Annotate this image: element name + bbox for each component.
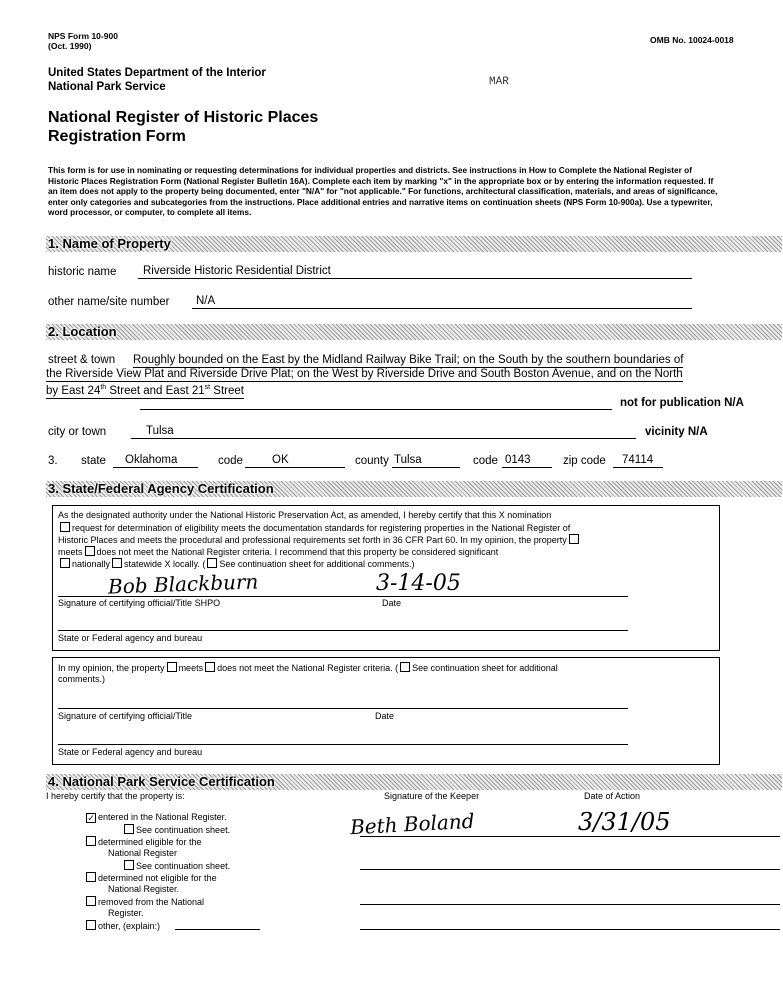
service: National Park Service <box>48 81 166 93</box>
county-label: county <box>355 455 389 467</box>
received-stamp: MAR <box>489 76 509 88</box>
eligible-continuation-checkbox[interactable] <box>124 860 134 870</box>
county-code-value[interactable]: 0143 <box>505 454 531 466</box>
opinion-signature-label: Signature of certifying official/Title <box>58 711 193 721</box>
state-label: state <box>81 455 106 467</box>
agency2-line <box>58 744 628 745</box>
omb-number: OMB No. 10024-0018 <box>650 35 734 45</box>
section-3-heading: 3. State/Federal Agency Certification <box>46 481 782 497</box>
not-eligible-checkbox[interactable] <box>86 872 96 882</box>
county-line <box>392 467 460 468</box>
option-not-eligible-line2: National Register. <box>108 884 180 894</box>
other-explain-line <box>175 929 260 930</box>
street-extra-line <box>140 409 612 410</box>
state-code-line <box>245 467 345 468</box>
state-line <box>113 467 198 468</box>
shpo-date-label: Date <box>382 598 402 608</box>
option-eligible-line2: National Register <box>108 848 178 858</box>
state-code-value[interactable]: OK <box>272 454 289 466</box>
shpo-signature-line <box>58 596 628 597</box>
shpo-signature-label: Signature of certifying official/Title SHPO <box>58 598 221 608</box>
entered-checkbox[interactable]: ✓ <box>87 813 95 823</box>
opinion-signature-line <box>58 708 628 709</box>
historic-name-label: historic name <box>48 266 117 278</box>
other-checkbox[interactable] <box>86 920 96 930</box>
state-value[interactable]: Oklahoma <box>125 454 178 466</box>
form-date: (Oct. 1990) <box>48 41 92 51</box>
section-1-heading: 1. Name of Property <box>46 236 782 252</box>
other-name-label: other name/site number <box>48 296 170 308</box>
opinion-does-not-meet-checkbox[interactable] <box>205 662 215 672</box>
agency-line <box>58 630 628 631</box>
county-code-label: code <box>473 455 498 467</box>
continuation-checkbox[interactable] <box>207 558 217 568</box>
shpo-date-signed: 3-14-05 <box>376 571 461 596</box>
cert-line-5: nationally statewide X locally. ( See continuation sheet for additional comments.) <box>58 558 415 571</box>
city-label: city or town <box>48 426 107 438</box>
section-2-heading: 2. Location <box>46 324 782 340</box>
item-number-3: 3. <box>48 455 58 467</box>
keeper-line-4 <box>360 929 780 930</box>
instructions-paragraph: This form is for use in nominating or requesting determinations for individual properties and districts. See instructions in How to Complete the National Register of Historic Places Registration Form (National Register Bulletin 16A). Complete each item by marking "x" in the appropriate box or by entering the information requested. If an item does not apply to the property being documented, enter "N/A" for "not applicable." For functions, architectural classification, materials, and areas of significance, enter only categories and subcategories from the instructions. Place additional entries and narrative items on continuation sheets (NPS Form 10-900a). Use a typewriter, word processor, or computer, to complete all items. <box>48 165 718 217</box>
option-entered-sub: See continuation sheet. <box>122 824 230 837</box>
meets-checkbox[interactable] <box>569 534 579 544</box>
department: United States Department of the Interior <box>48 67 266 79</box>
form-number: NPS Form 10-900 <box>48 31 118 41</box>
keeper-line-1 <box>360 836 780 837</box>
street-line-2[interactable]: the Riverside View Plat and Riverside Drive Plat; on the West by Riverside Drive and South Boston Avenue, and on the North <box>46 368 683 380</box>
keeper-label: Signature of the Keeper <box>384 791 480 801</box>
cert-line-2: request for determination of eligibility meets the documentation standards for registering properties in the National Register of <box>58 522 570 535</box>
opinion-meets-checkbox[interactable] <box>167 662 177 672</box>
historic-name-value[interactable]: Riverside Historic Residential District <box>143 265 331 277</box>
cert-line-3: Historic Places and meets the procedural and professional requirements set forth in 36 CFR Part 60. In my opinion, the property <box>58 534 581 547</box>
section-4-heading: 4. National Park Service Certification <box>46 774 782 790</box>
option-removed: removed from the National <box>84 896 204 909</box>
agency2-label: State or Federal agency and bureau <box>58 747 203 757</box>
certify-statement: I hereby certify that the property is: <box>46 791 185 801</box>
option-entered: ✓ entered in the National Register. <box>87 812 227 823</box>
option-other: other, (explain:) <box>84 920 160 933</box>
statewide-checkbox[interactable] <box>112 558 122 568</box>
other-name-value[interactable]: N/A <box>196 295 216 307</box>
date-of-action-label: Date of Action <box>584 791 641 801</box>
street-line-1[interactable]: Roughly bounded on the East by the Midland Railway Bike Trail; on the South by the southern boundaries of <box>133 354 684 366</box>
cert-line-1: As the designated authority under the National Historic Preservation Act, as amended, I hereby certify that this X nomination <box>58 510 552 520</box>
keeper-line-2 <box>360 869 780 870</box>
option-removed-line2: Register. <box>108 908 144 918</box>
county-value[interactable]: Tulsa <box>394 454 422 466</box>
action-date: 3/31/05 <box>578 808 671 836</box>
zip-value[interactable]: 74114 <box>622 454 654 466</box>
city-value[interactable]: Tulsa <box>146 425 174 437</box>
option-eligible-sub: See continuation sheet. <box>122 860 230 873</box>
opinion-continuation-checkbox[interactable] <box>400 662 410 672</box>
form-title-line2: Registration Form <box>48 128 186 145</box>
eligible-checkbox[interactable] <box>86 836 96 846</box>
county-code-line <box>502 467 552 468</box>
city-line <box>131 438 636 439</box>
street-line-3[interactable]: by East 24th Street and East 21st Street <box>46 381 244 399</box>
opinion-line-1: In my opinion, the property meets does not meet the National Register criteria. ( See continuation sheet for additional <box>58 663 558 673</box>
other-name-line <box>192 308 692 309</box>
cert-line-4: meets does not meet the National Register criteria. I recommend that this property be considered significant <box>58 547 499 557</box>
zip-label: zip code <box>563 455 606 467</box>
not-for-publication: not for publication N/A <box>620 397 744 409</box>
keeper-signature: Beth Boland <box>349 808 476 840</box>
does-not-meet-checkbox[interactable] <box>85 546 95 556</box>
option-eligible: determined eligible for the <box>84 836 202 849</box>
vicinity: vicinity N/A <box>645 426 708 438</box>
street-label: street & town <box>48 354 116 366</box>
shpo-signature: Bob Blackburn <box>107 569 259 599</box>
form-title-line1: National Register of Historic Places <box>48 109 319 126</box>
nationally-checkbox[interactable] <box>60 558 70 568</box>
historic-name-line <box>138 278 692 279</box>
option-not-eligible: determined not eligible for the <box>84 872 217 885</box>
keeper-line-3 <box>360 904 780 905</box>
removed-checkbox[interactable] <box>86 896 96 906</box>
state-code-label: code <box>218 455 243 467</box>
request-checkbox[interactable] <box>60 522 70 532</box>
entered-continuation-checkbox[interactable] <box>124 824 134 834</box>
agency-label: State or Federal agency and bureau <box>58 633 203 643</box>
opinion-line-2: comments.) <box>58 674 106 684</box>
opinion-date-label: Date <box>375 711 395 721</box>
zip-line <box>613 467 663 468</box>
